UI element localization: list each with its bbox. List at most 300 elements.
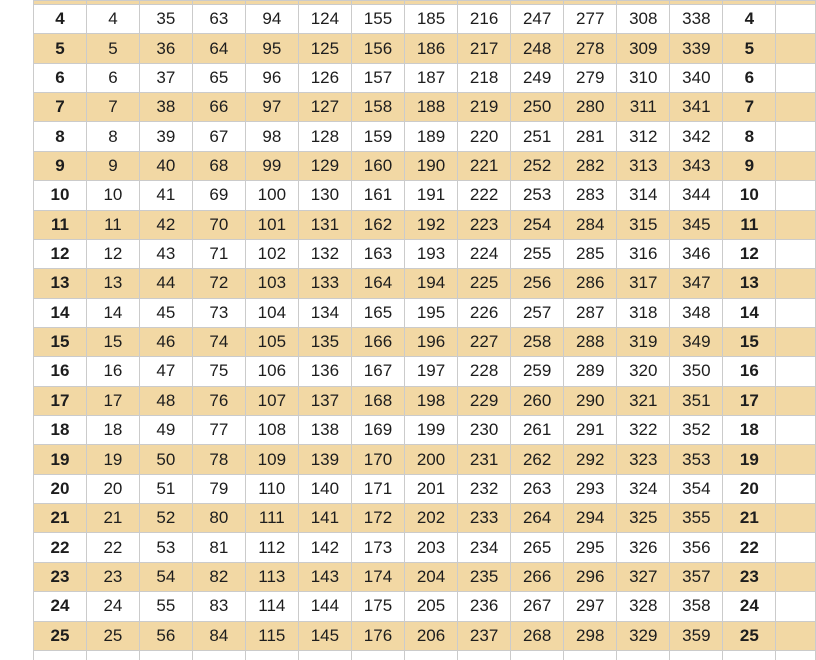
- table-cell: 199: [405, 416, 458, 445]
- table-cell: 206: [405, 621, 458, 650]
- table-cell: 55: [139, 592, 192, 621]
- cutoff-column-cell: [776, 562, 816, 591]
- table-cell: 111: [245, 504, 298, 533]
- table-cell: 289: [564, 357, 617, 386]
- table-cell: 24: [86, 592, 139, 621]
- table-cell: 358: [670, 592, 723, 621]
- table-cell: 221: [458, 151, 511, 180]
- table-cell: 21: [34, 504, 87, 533]
- table-cell: 201: [405, 474, 458, 503]
- table-cell: 49: [139, 416, 192, 445]
- table-cell: 163: [351, 239, 404, 268]
- table-cell: 254: [511, 210, 564, 239]
- table-cell: 20: [34, 474, 87, 503]
- table-cell: 79: [192, 474, 245, 503]
- table-cell: 191: [405, 181, 458, 210]
- table-cell: 7: [723, 93, 776, 122]
- table-cell: 169: [351, 416, 404, 445]
- table-row: [34, 239, 816, 268]
- table-cell: 80: [192, 504, 245, 533]
- table-cell: 9: [34, 151, 87, 180]
- table-cell: 47: [139, 357, 192, 386]
- table-cell: 314: [617, 181, 670, 210]
- partial-cell: [139, 650, 192, 660]
- table-cell: 145: [298, 621, 351, 650]
- table-cell: 324: [617, 474, 670, 503]
- table-cell: 285: [564, 239, 617, 268]
- table-cell: 12: [86, 239, 139, 268]
- table-cell: 107: [245, 386, 298, 415]
- table-cell: 110: [245, 474, 298, 503]
- table-row: [34, 533, 816, 562]
- table-cell: 113: [245, 562, 298, 591]
- table-cell: 102: [245, 239, 298, 268]
- table-cell: 9: [723, 151, 776, 180]
- table-cell: 5: [723, 34, 776, 63]
- table-row: [34, 445, 816, 474]
- table-cell: 257: [511, 298, 564, 327]
- partial-cell: [86, 650, 139, 660]
- cutoff-column-cell: [776, 533, 816, 562]
- table-cell: 71: [192, 239, 245, 268]
- table-cell: 125: [298, 34, 351, 63]
- table-cell: 193: [405, 239, 458, 268]
- cutoff-column-cell: [776, 93, 816, 122]
- cutoff-column-cell: [776, 621, 816, 650]
- table-cell: 17: [723, 386, 776, 415]
- table-cell: 294: [564, 504, 617, 533]
- table-cell: 220: [458, 122, 511, 151]
- table-cell: 144: [298, 592, 351, 621]
- table-cell: 283: [564, 181, 617, 210]
- table-cell: 233: [458, 504, 511, 533]
- table-cell: 157: [351, 63, 404, 92]
- table-viewport: [33, 0, 816, 660]
- table-cell: 315: [617, 210, 670, 239]
- table-cell: 7: [34, 93, 87, 122]
- partial-row-bottom: [34, 650, 816, 660]
- table-cell: 137: [298, 386, 351, 415]
- table-cell: 9: [86, 151, 139, 180]
- table-cell: 325: [617, 504, 670, 533]
- table-cell: 13: [723, 269, 776, 298]
- table-cell: 357: [670, 562, 723, 591]
- table-cell: 6: [86, 63, 139, 92]
- table-cell: 36: [139, 34, 192, 63]
- table-cell: 25: [86, 621, 139, 650]
- table-cell: 140: [298, 474, 351, 503]
- cutoff-column-cell: [776, 239, 816, 268]
- table-cell: 196: [405, 327, 458, 356]
- table-row: [34, 562, 816, 591]
- table-cell: 197: [405, 357, 458, 386]
- table-cell: 295: [564, 533, 617, 562]
- table-cell: 262: [511, 445, 564, 474]
- table-cell: 218: [458, 63, 511, 92]
- table-cell: 308: [617, 5, 670, 34]
- table-row: [34, 386, 816, 415]
- table-cell: 309: [617, 34, 670, 63]
- table-cell: 188: [405, 93, 458, 122]
- table-cell: 319: [617, 327, 670, 356]
- table-row: [34, 298, 816, 327]
- table-cell: 24: [723, 592, 776, 621]
- table-cell: 173: [351, 533, 404, 562]
- table-cell: 126: [298, 63, 351, 92]
- table-cell: 248: [511, 34, 564, 63]
- table-cell: 347: [670, 269, 723, 298]
- table-cell: 345: [670, 210, 723, 239]
- table-cell: 159: [351, 122, 404, 151]
- table-cell: 203: [405, 533, 458, 562]
- table-cell: 68: [192, 151, 245, 180]
- table-cell: 251: [511, 122, 564, 151]
- table-cell: 176: [351, 621, 404, 650]
- partial-cell: [511, 650, 564, 660]
- table-cell: 56: [139, 621, 192, 650]
- table-cell: 64: [192, 34, 245, 63]
- table-cell: 112: [245, 533, 298, 562]
- table-cell: 4: [34, 5, 87, 34]
- table-cell: 16: [723, 357, 776, 386]
- table-cell: 101: [245, 210, 298, 239]
- table-cell: 7: [86, 93, 139, 122]
- table-cell: 35: [139, 5, 192, 34]
- table-cell: 81: [192, 533, 245, 562]
- table-cell: 277: [564, 5, 617, 34]
- table-cell: 24: [34, 592, 87, 621]
- table-cell: 234: [458, 533, 511, 562]
- table-cell: 167: [351, 357, 404, 386]
- partial-cell: [192, 650, 245, 660]
- table-cell: 261: [511, 416, 564, 445]
- table-cell: 225: [458, 269, 511, 298]
- table-cell: 291: [564, 416, 617, 445]
- table-cell: 172: [351, 504, 404, 533]
- table-cell: 320: [617, 357, 670, 386]
- table-row: [34, 181, 816, 210]
- table-cell: 346: [670, 239, 723, 268]
- table-cell: 339: [670, 34, 723, 63]
- table-cell: 247: [511, 5, 564, 34]
- table-cell: 237: [458, 621, 511, 650]
- table-cell: 20: [723, 474, 776, 503]
- table-cell: 39: [139, 122, 192, 151]
- day-of-year-table: [33, 0, 816, 660]
- table-cell: 41: [139, 181, 192, 210]
- table-cell: 46: [139, 327, 192, 356]
- table-cell: 350: [670, 357, 723, 386]
- partial-cell: [458, 650, 511, 660]
- table-cell: 227: [458, 327, 511, 356]
- table-cell: 224: [458, 239, 511, 268]
- cutoff-column-cell: [776, 416, 816, 445]
- table-cell: 202: [405, 504, 458, 533]
- table-cell: 97: [245, 93, 298, 122]
- table-cell: 165: [351, 298, 404, 327]
- table-cell: 63: [192, 5, 245, 34]
- table-cell: 96: [245, 63, 298, 92]
- table-cell: 19: [86, 445, 139, 474]
- table-cell: 22: [86, 533, 139, 562]
- table-cell: 115: [245, 621, 298, 650]
- table-cell: 298: [564, 621, 617, 650]
- table-cell: 265: [511, 533, 564, 562]
- table-cell: 23: [86, 562, 139, 591]
- table-cell: 297: [564, 592, 617, 621]
- table-cell: 108: [245, 416, 298, 445]
- table-cell: 284: [564, 210, 617, 239]
- table-cell: 18: [723, 416, 776, 445]
- table-cell: 260: [511, 386, 564, 415]
- table-cell: 266: [511, 562, 564, 591]
- table-cell: 16: [86, 357, 139, 386]
- cutoff-column-cell: [776, 357, 816, 386]
- cutoff-column-cell: [776, 445, 816, 474]
- table-cell: 8: [723, 122, 776, 151]
- table-cell: 100: [245, 181, 298, 210]
- cutoff-column-cell: [776, 386, 816, 415]
- cutoff-column-cell: [776, 5, 816, 34]
- partial-cell: [34, 650, 87, 660]
- table-cell: 340: [670, 63, 723, 92]
- table-cell: 170: [351, 445, 404, 474]
- table-cell: 98: [245, 122, 298, 151]
- table-cell: 114: [245, 592, 298, 621]
- table-cell: 40: [139, 151, 192, 180]
- table-cell: 128: [298, 122, 351, 151]
- table-cell: 311: [617, 93, 670, 122]
- table-cell: 156: [351, 34, 404, 63]
- table-cell: 290: [564, 386, 617, 415]
- table-cell: 223: [458, 210, 511, 239]
- table-cell: 160: [351, 151, 404, 180]
- table-cell: 22: [723, 533, 776, 562]
- table-row: [34, 621, 816, 650]
- table-cell: 171: [351, 474, 404, 503]
- table-cell: 138: [298, 416, 351, 445]
- table-cell: 21: [723, 504, 776, 533]
- table-row: [34, 122, 816, 151]
- cutoff-column-cell: [776, 298, 816, 327]
- table-cell: 194: [405, 269, 458, 298]
- table-cell: 50: [139, 445, 192, 474]
- cutoff-column-cell: [776, 63, 816, 92]
- partial-cell: [298, 650, 351, 660]
- table-cell: 341: [670, 93, 723, 122]
- table-cell: 17: [34, 386, 87, 415]
- table-cell: 359: [670, 621, 723, 650]
- table-cell: 354: [670, 474, 723, 503]
- table-cell: 186: [405, 34, 458, 63]
- table-cell: 14: [86, 298, 139, 327]
- table-cell: 195: [405, 298, 458, 327]
- table-cell: 355: [670, 504, 723, 533]
- table-cell: 8: [86, 122, 139, 151]
- table-cell: 75: [192, 357, 245, 386]
- table-cell: 20: [86, 474, 139, 503]
- table-cell: 54: [139, 562, 192, 591]
- table-row: [34, 327, 816, 356]
- cutoff-column-cell: [776, 34, 816, 63]
- table-cell: 280: [564, 93, 617, 122]
- table-cell: 65: [192, 63, 245, 92]
- table-cell: 19: [723, 445, 776, 474]
- table-cell: 51: [139, 474, 192, 503]
- table-cell: 105: [245, 327, 298, 356]
- table-cell: 164: [351, 269, 404, 298]
- table-cell: 187: [405, 63, 458, 92]
- cutoff-column-cell: [776, 151, 816, 180]
- table-row: [34, 504, 816, 533]
- table-cell: 99: [245, 151, 298, 180]
- table-cell: 6: [34, 63, 87, 92]
- table-cell: 74: [192, 327, 245, 356]
- table-cell: 104: [245, 298, 298, 327]
- table-cell: 175: [351, 592, 404, 621]
- table-cell: 249: [511, 63, 564, 92]
- table-cell: 185: [405, 5, 458, 34]
- table-cell: 103: [245, 269, 298, 298]
- cutoff-column-cell: [776, 650, 816, 660]
- table-cell: 143: [298, 562, 351, 591]
- table-cell: 236: [458, 592, 511, 621]
- partial-cell: [670, 650, 723, 660]
- table-cell: 352: [670, 416, 723, 445]
- table-cell: 342: [670, 122, 723, 151]
- table-cell: 45: [139, 298, 192, 327]
- table-cell: 66: [192, 93, 245, 122]
- table-cell: 255: [511, 239, 564, 268]
- table-cell: 22: [34, 533, 87, 562]
- table-cell: 229: [458, 386, 511, 415]
- table-cell: 310: [617, 63, 670, 92]
- table-cell: 296: [564, 562, 617, 591]
- table-row: [34, 357, 816, 386]
- table-cell: 252: [511, 151, 564, 180]
- table-cell: 10: [86, 181, 139, 210]
- partial-cell: [723, 650, 776, 660]
- table-cell: 11: [86, 210, 139, 239]
- table-cell: 15: [34, 327, 87, 356]
- table-cell: 198: [405, 386, 458, 415]
- table-cell: 94: [245, 5, 298, 34]
- cutoff-column-cell: [776, 327, 816, 356]
- table-cell: 263: [511, 474, 564, 503]
- table-cell: 10: [723, 181, 776, 210]
- table-cell: 21: [86, 504, 139, 533]
- table-cell: 16: [34, 357, 87, 386]
- table-cell: 130: [298, 181, 351, 210]
- table-cell: 343: [670, 151, 723, 180]
- table-cell: 288: [564, 327, 617, 356]
- table-cell: 76: [192, 386, 245, 415]
- table-cell: 44: [139, 269, 192, 298]
- table-cell: 69: [192, 181, 245, 210]
- table-cell: 133: [298, 269, 351, 298]
- table-cell: 253: [511, 181, 564, 210]
- table-row: [34, 93, 816, 122]
- partial-cell: [405, 650, 458, 660]
- table-cell: 13: [86, 269, 139, 298]
- table-cell: 52: [139, 504, 192, 533]
- table-cell: 6: [723, 63, 776, 92]
- table-cell: 318: [617, 298, 670, 327]
- table-cell: 279: [564, 63, 617, 92]
- table-cell: 127: [298, 93, 351, 122]
- table-cell: 15: [723, 327, 776, 356]
- table-cell: 5: [34, 34, 87, 63]
- table-cell: 17: [86, 386, 139, 415]
- table-cell: 4: [86, 5, 139, 34]
- table-cell: 124: [298, 5, 351, 34]
- table-cell: 78: [192, 445, 245, 474]
- table-cell: 5: [86, 34, 139, 63]
- table-cell: 48: [139, 386, 192, 415]
- partial-cell: [351, 650, 404, 660]
- table-cell: 155: [351, 5, 404, 34]
- table-cell: 230: [458, 416, 511, 445]
- table-cell: 232: [458, 474, 511, 503]
- table-cell: 190: [405, 151, 458, 180]
- table-cell: 83: [192, 592, 245, 621]
- table-cell: 267: [511, 592, 564, 621]
- table-cell: 18: [86, 416, 139, 445]
- table-cell: 139: [298, 445, 351, 474]
- table-cell: 136: [298, 357, 351, 386]
- table-cell: 235: [458, 562, 511, 591]
- table-row: [34, 63, 816, 92]
- table-cell: 317: [617, 269, 670, 298]
- table-cell: 53: [139, 533, 192, 562]
- table-cell: 15: [86, 327, 139, 356]
- table-cell: 161: [351, 181, 404, 210]
- table-row: [34, 210, 816, 239]
- table-row: [34, 34, 816, 63]
- table-cell: 231: [458, 445, 511, 474]
- table-cell: 222: [458, 181, 511, 210]
- table-cell: 109: [245, 445, 298, 474]
- table-cell: 166: [351, 327, 404, 356]
- table-cell: 25: [34, 621, 87, 650]
- table-cell: 12: [723, 239, 776, 268]
- table-cell: 135: [298, 327, 351, 356]
- table-cell: 174: [351, 562, 404, 591]
- table-cell: 23: [723, 562, 776, 591]
- table-cell: 356: [670, 533, 723, 562]
- table-cell: 204: [405, 562, 458, 591]
- table-cell: 106: [245, 357, 298, 386]
- table-cell: 14: [723, 298, 776, 327]
- table-cell: 250: [511, 93, 564, 122]
- partial-cell: [245, 650, 298, 660]
- table-cell: 13: [34, 269, 87, 298]
- table-cell: 329: [617, 621, 670, 650]
- table-cell: 11: [723, 210, 776, 239]
- table-cell: 228: [458, 357, 511, 386]
- table-cell: 19: [34, 445, 87, 474]
- table-cell: 313: [617, 151, 670, 180]
- table-cell: 259: [511, 357, 564, 386]
- table-row: [34, 474, 816, 503]
- table-cell: 219: [458, 93, 511, 122]
- table-cell: 312: [617, 122, 670, 151]
- table-cell: 23: [34, 562, 87, 591]
- table-cell: 43: [139, 239, 192, 268]
- table-row: [34, 592, 816, 621]
- table-cell: 264: [511, 504, 564, 533]
- table-cell: 328: [617, 592, 670, 621]
